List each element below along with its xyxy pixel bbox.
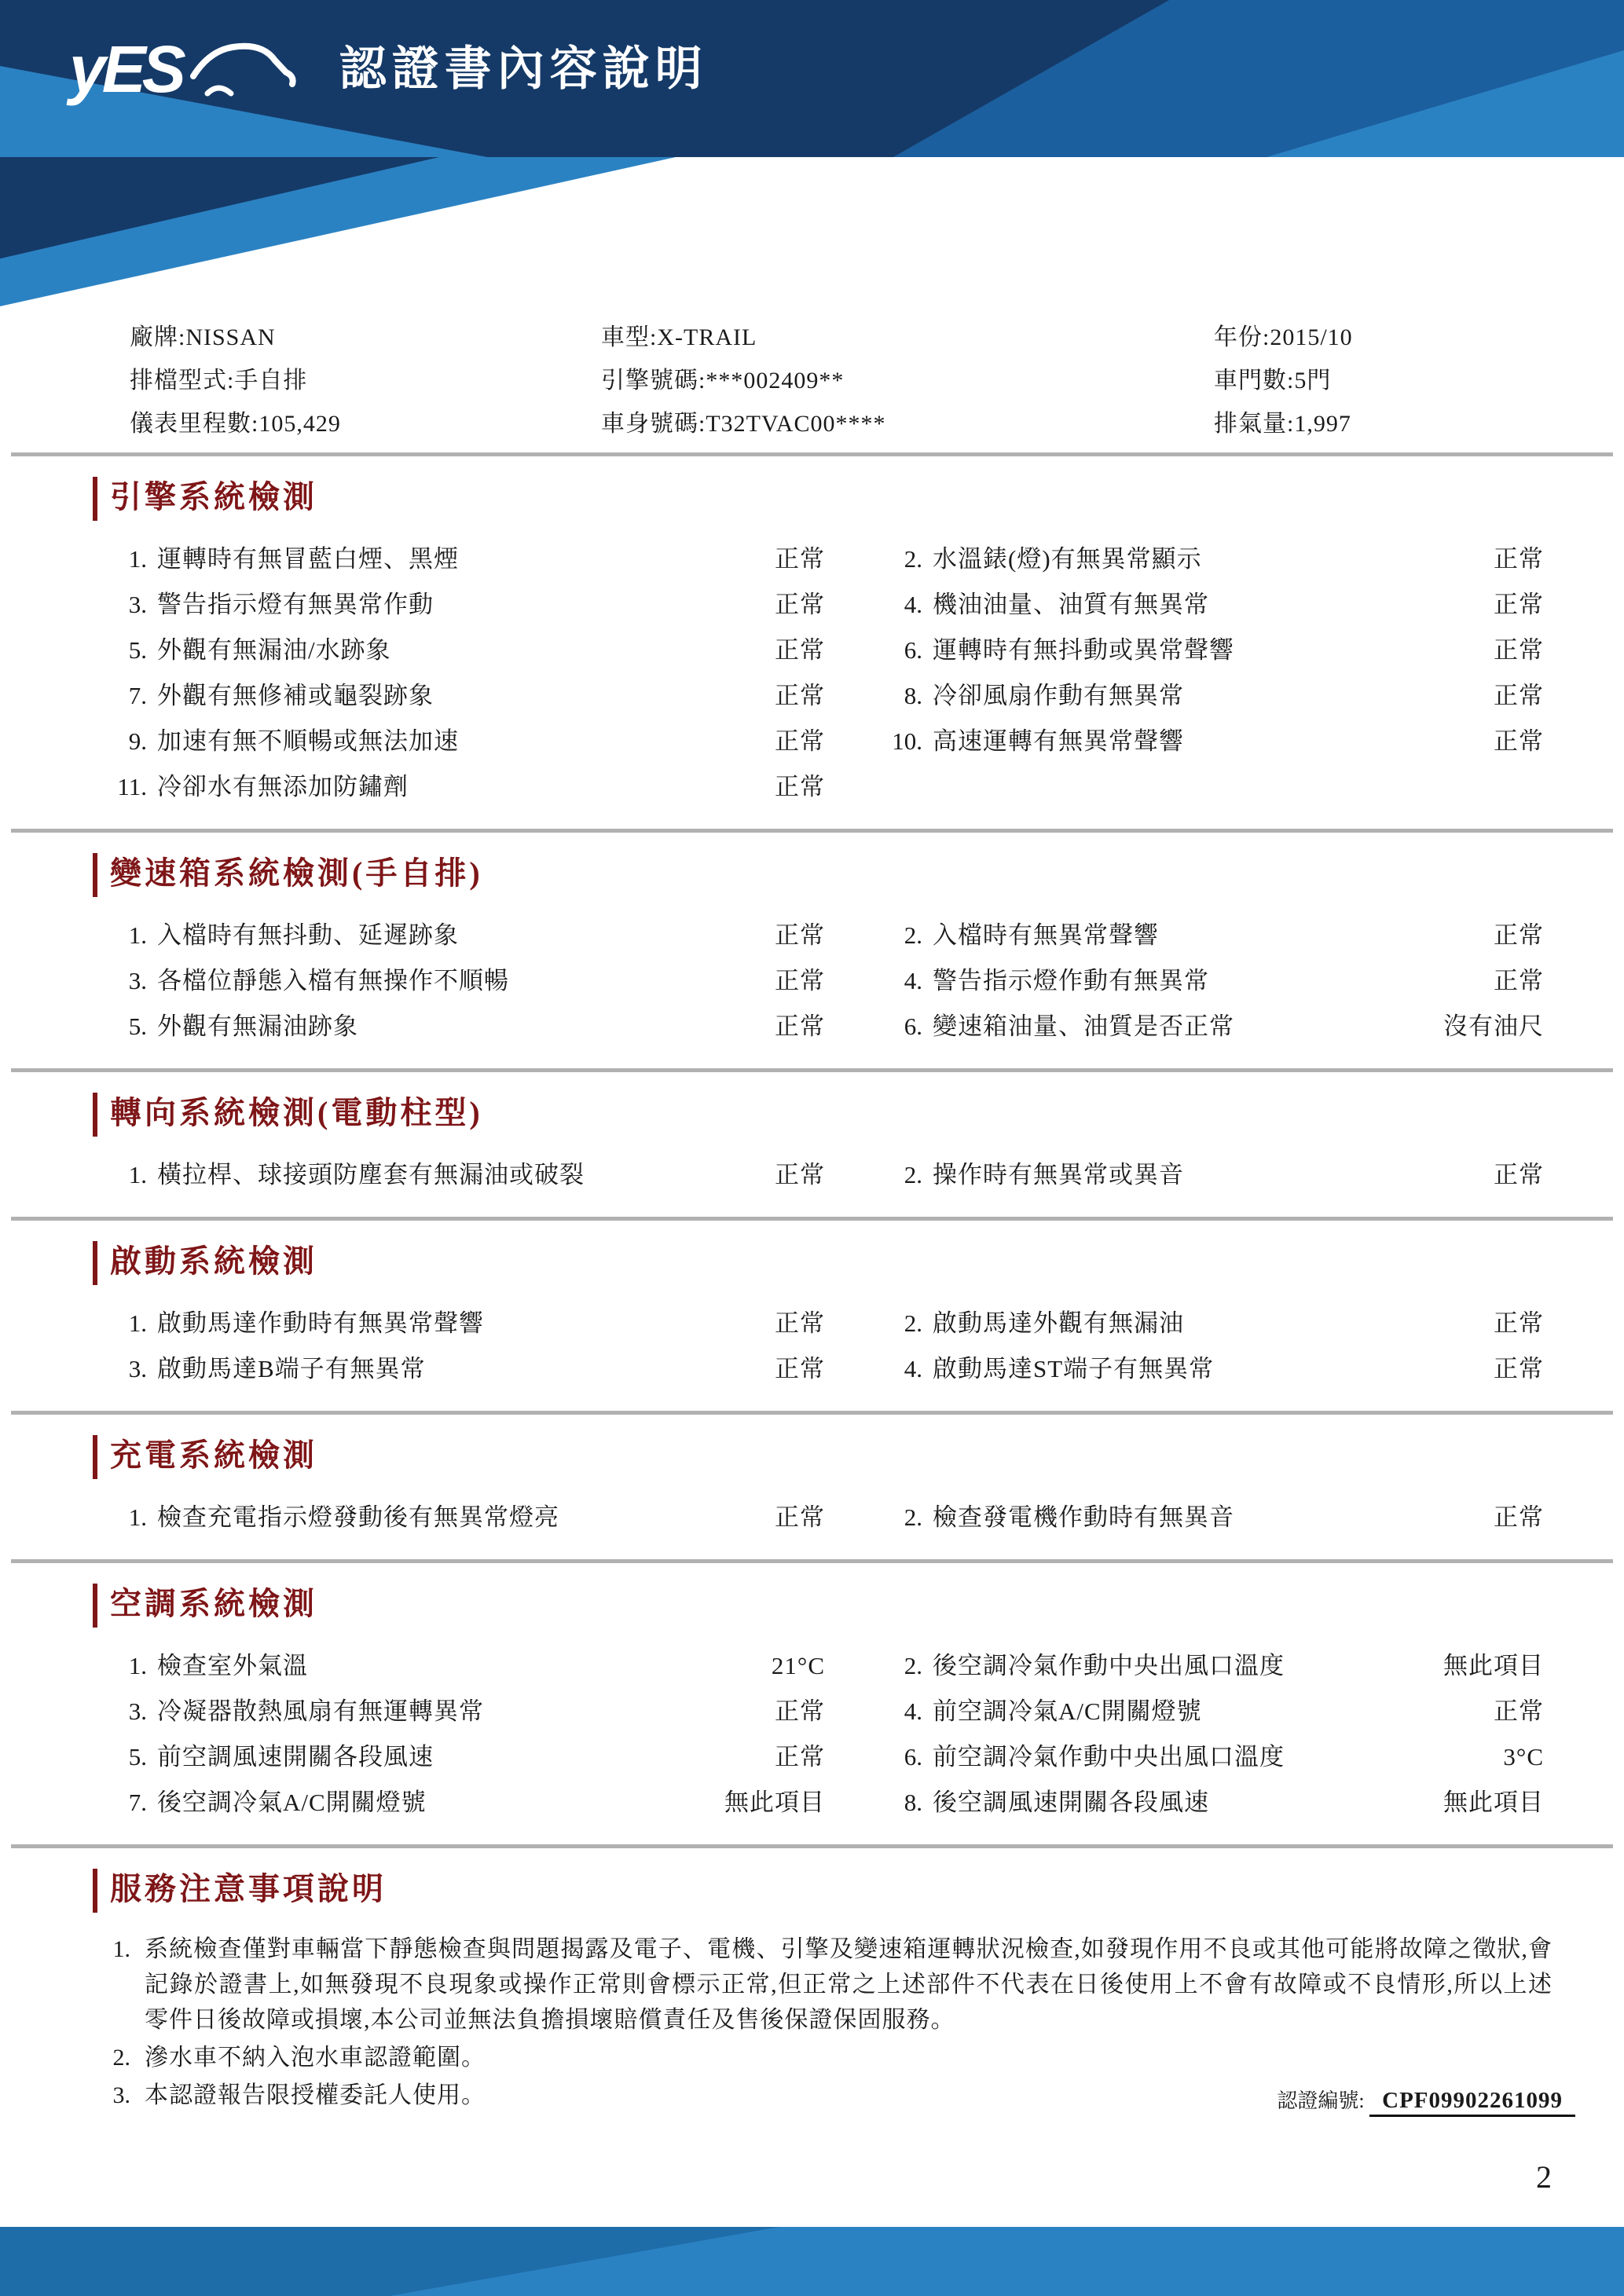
item-label: 警告指示燈有無異常作動 [157,591,434,618]
item-number: 1. [128,545,147,573]
section-items [106,536,1544,810]
vehicle-info-label: 引擎號碼 [601,368,698,394]
check-result: 正常 [1494,967,1544,994]
vehicle-info-value: 2015/10 [1270,324,1353,350]
item-number: 1. [128,921,147,949]
sections [0,452,1624,1825]
check-item [106,1346,717,1392]
item-number: 4. [904,1697,922,1725]
section-items [106,1495,1544,1540]
item-label: 冷凝器散熱風扇有無運轉異常 [157,1697,484,1725]
section-divider [11,829,1613,833]
check-result: 正常 [1494,682,1544,709]
item-number: 1. [128,1503,147,1531]
vehicle-info-label: 排氣量 [1214,411,1287,437]
vehicle-info-label: 車型 [601,324,650,350]
check-item [106,1734,717,1780]
section-items [106,1301,1544,1392]
vehicle-info-value: T32TVAC00**** [706,411,886,437]
section-title: 轉向系統檢測(電動柱型) [93,1093,1624,1137]
item-number: 7. [128,682,147,709]
item-number: 5. [128,1013,147,1040]
item-number: 10. [892,727,922,755]
item-label: 前空調冷氣A/C開關燈號 [933,1697,1202,1725]
vehicle-info-label: 車身號碼 [601,411,698,437]
item-label: 運轉時有無冒藍白煙、黑煙 [157,545,459,573]
check-item [106,628,717,673]
item-number: 3. [128,1355,147,1382]
vehicle-info-field: 排檔型式:手自排 [130,368,308,394]
item-label: 入檔時有無異常聲響 [933,921,1159,949]
check-result: 沒有油尺 [1443,1013,1544,1040]
check-result: 無此項目 [1443,1789,1544,1816]
check-item [825,1643,1435,1689]
vehicle-info-value: ***002409** [706,368,845,394]
vehicle-info-field: 排氣量:1,997 [1214,411,1351,437]
vehicle-info-field: 儀表里程數:105,429 [130,411,341,437]
item-label: 操作時有無異常或異音 [933,1161,1184,1188]
item-number: 2. [904,1309,922,1337]
check-result: 3°C [1503,1743,1544,1771]
check-section [0,829,1624,1049]
check-item [106,1152,717,1198]
check-item [825,1689,1435,1734]
note-text: 本認證報告限授權委託人使用。 [145,2082,486,2108]
check-result: 正常 [1494,1503,1544,1531]
check-item [825,1301,1435,1346]
check-item [106,1495,717,1540]
check-result: 正常 [775,773,825,800]
check-result: 21°C [771,1652,825,1679]
check-item [825,1346,1435,1392]
check-result: 正常 [775,1013,825,1040]
check-result: 正常 [1494,727,1544,755]
yes-logo-text: yES [69,32,182,106]
item-number: 11. [117,773,147,800]
check-result: 正常 [775,1743,825,1771]
check-result: 正常 [775,1503,825,1531]
item-label: 外觀有無漏油/水跡象 [157,636,391,664]
check-item [825,1780,1435,1825]
section-divider [11,452,1613,456]
note-item [94,2040,1575,2075]
item-number: 8. [904,1789,922,1816]
section-title: 引擎系統檢測 [93,477,1624,521]
check-section [0,1068,1624,1198]
check-result: 正常 [1494,1309,1544,1337]
check-result: 正常 [775,967,825,994]
check-result: 正常 [775,545,825,573]
section-divider [11,1068,1613,1072]
footer-accent-shape [0,2227,1624,2296]
check-result: 正常 [1494,1355,1544,1382]
vehicle-info-field: 年份:2015/10 [1214,324,1353,350]
item-number: 2. [904,1503,922,1531]
cert-number-line [1277,2085,1575,2114]
check-item [825,1152,1435,1198]
vehicle-info-label: 年份 [1214,324,1263,350]
item-number: 2. [904,1161,922,1188]
check-result: 正常 [775,1355,825,1382]
item-label: 橫拉桿、球接頭防塵套有無漏油或破裂 [157,1161,585,1188]
item-label: 冷卻風扇作動有無異常 [933,682,1184,709]
check-result: 正常 [1494,1161,1544,1188]
check-result: 無此項目 [1443,1652,1544,1679]
vehicle-info-label: 儀表里程數 [130,411,251,437]
section-items [106,1643,1544,1825]
item-label: 後空調冷氣作動中央出風口溫度 [933,1652,1285,1679]
section-title: 充電系統檢測 [93,1435,1624,1479]
item-number: 4. [904,591,922,618]
section-divider [11,1559,1613,1563]
section-title: 啟動系統檢測 [93,1241,1624,1285]
check-section [0,452,1624,810]
item-number: 9. [128,727,147,755]
check-item [825,673,1435,719]
footer-band [0,2227,1624,2296]
item-label: 啟動馬達作動時有無異常聲響 [157,1309,484,1337]
check-item [106,1780,717,1825]
section-items [106,1152,1544,1198]
check-result: 正常 [1494,1697,1544,1725]
item-label: 啟動馬達ST端子有無異常 [933,1355,1215,1382]
check-result: 正常 [775,591,825,618]
check-result: 正常 [775,1697,825,1725]
item-number: 5. [128,1743,147,1771]
item-number: 1. [128,1161,147,1188]
item-number: 1. [128,1309,147,1337]
check-result: 正常 [1494,921,1544,949]
vehicle-info-value: 105,429 [258,411,341,437]
check-result: 正常 [775,1309,825,1337]
check-item [106,582,717,628]
check-item [106,1004,717,1049]
vehicle-info-grid [130,320,1577,441]
item-label: 檢查室外氣溫 [157,1652,308,1679]
check-result: 無此項目 [724,1789,825,1816]
item-label: 冷卻水有無添加防鏽劑 [157,773,409,800]
vehicle-info-value: 5門 [1294,368,1332,394]
section-title: 空調系統檢測 [93,1584,1624,1628]
check-item [825,719,1435,764]
check-item [825,628,1435,673]
vehicle-info-value: NISSAN [185,324,276,350]
item-number: 4. [904,1355,922,1382]
cert-label: 認證編號: [1277,2089,1365,2112]
check-result: 正常 [1494,545,1544,573]
item-label: 各檔位靜態入檔有無操作不順暢 [157,967,509,994]
vehicle-info-field: 引擎號碼:***002409** [601,368,845,394]
check-item [106,536,717,582]
check-item [825,1734,1435,1780]
vehicle-info-field: 車身號碼:T32TVAC00**** [601,411,886,437]
vehicle-info-value: 手自排 [234,368,308,394]
item-label: 外觀有無修補或龜裂跡象 [157,682,434,709]
item-label: 入檔時有無抖動、延遲跡象 [157,921,459,949]
item-label: 前空調冷氣作動中央出風口溫度 [933,1743,1285,1771]
check-result: 正常 [775,921,825,949]
item-number: 1. [128,1652,147,1679]
check-item [106,1643,717,1689]
cert-number: CPF09902261099 [1369,2088,1575,2117]
note-number: 2. [112,2045,130,2071]
yes-logo [69,31,305,107]
check-item [825,582,1435,628]
notes-section [0,1844,1624,2147]
item-number: 2. [904,921,922,949]
item-number: 3. [128,967,147,994]
section-divider [11,1217,1613,1221]
check-item [825,958,1435,1004]
item-label: 檢查發電機作動時有無異音 [933,1503,1234,1531]
item-label: 警告指示燈作動有無異常 [933,967,1209,994]
notes-title: 服務注意事項說明 [93,1869,1624,1913]
page-number: 2 [1536,2159,1552,2195]
header-band [0,0,1624,157]
section-title: 變速箱系統檢測(手自排) [93,853,1624,897]
check-item [106,673,717,719]
car-silhouette-icon [187,35,305,107]
check-section [0,1217,1624,1392]
item-number: 6. [904,636,922,664]
vehicle-info-label: 車門數 [1214,368,1287,394]
item-number: 5. [128,636,147,664]
check-result: 正常 [1494,591,1544,618]
check-item [106,719,717,764]
item-label: 檢查充電指示燈發動後有無異常燈亮 [157,1503,559,1531]
section-items [106,913,1544,1049]
check-item [825,913,1435,958]
check-result: 正常 [1494,636,1544,664]
item-label: 外觀有無漏油跡象 [157,1013,358,1040]
check-result: 正常 [775,682,825,709]
check-item [106,1301,717,1346]
item-number: 2. [904,1652,922,1679]
section-divider [11,1844,1613,1848]
page-title: 認證書內容說明 [339,42,708,95]
item-number: 3. [128,591,147,618]
item-label: 高速運轉有無異常聲響 [933,727,1184,755]
check-item [825,536,1435,582]
vehicle-info-field: 廠牌:NISSAN [130,324,276,350]
item-number: 6. [904,1743,922,1771]
vehicle-info-field: 車門數:5門 [1214,368,1332,394]
item-number: 6. [904,1013,922,1040]
vehicle-info-label: 廠牌 [130,324,178,350]
check-result: 正常 [775,1161,825,1188]
certificate-content [0,157,1624,2147]
item-label: 啟動馬達B端子有無異常 [157,1355,426,1382]
vehicle-info-value: X-TRAIL [657,324,757,350]
check-item [106,764,717,810]
item-label: 機油油量、油質有無異常 [933,591,1209,618]
check-item [825,1495,1435,1540]
note-number: 1. [112,1936,130,1962]
item-label: 加速有無不順暢或無法加速 [157,727,459,755]
item-label: 後空調冷氣A/C開關燈號 [157,1789,427,1816]
vehicle-info-value: 1,997 [1294,411,1351,437]
note-text: 系統檢查僅對車輛當下靜態檢查與問題揭露及電子、電機、引擎及變速箱運轉狀況檢查,如發現作用不良或其他可能將故障之徵狀,會記錄於證書上,如無發現不良現象或操作正常則會標示正常,但正常之上述部件不代表在日後使用上不會有故障或不良情形,所以上述零件日後故障或損壞,本公司並無法負擔損壞賠償責任及售後保證保固服務。 [145,1936,1553,2033]
vehicle-info-label: 排檔型式 [130,368,227,394]
check-section [0,1411,1624,1540]
note-item [94,1932,1575,2038]
vehicle-info-field: 車型:X-TRAIL [601,324,757,350]
item-number: 8. [904,682,922,709]
check-section [0,1559,1624,1825]
check-item [106,958,717,1004]
check-item [106,913,717,958]
section-divider [11,1411,1613,1415]
item-number: 3. [128,1697,147,1725]
check-item [106,1689,717,1734]
item-number: 7. [128,1789,147,1816]
check-result: 正常 [775,727,825,755]
item-label: 前空調風速開關各段風速 [157,1743,434,1771]
item-label: 水溫錶(燈)有無異常顯示 [933,545,1202,573]
item-label: 運轉時有無抖動或異常聲響 [933,636,1234,664]
item-number: 2. [904,545,922,573]
check-result: 正常 [775,636,825,664]
note-text: 滲水車不納入泡水車認證範圍。 [145,2045,486,2071]
item-label: 變速箱油量、油質是否正常 [933,1013,1234,1040]
item-number: 4. [904,967,922,994]
note-number: 3. [112,2082,130,2108]
item-label: 後空調風速開關各段風速 [933,1789,1209,1816]
item-label: 啟動馬達外觀有無漏油 [933,1309,1184,1337]
check-item [825,1004,1435,1049]
